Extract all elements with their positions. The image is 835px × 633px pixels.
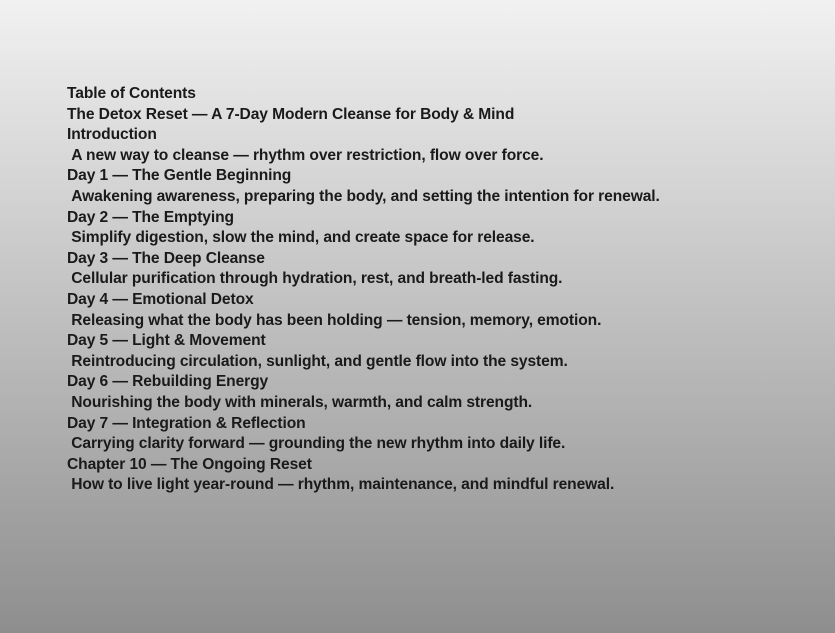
toc-entry-heading: Introduction [67,126,157,144]
toc-entry-heading: Day 1 — The Gentle Beginning [67,167,292,185]
toc-entry-description: Reintroducing circulation, sunlight, and gentle flow into the system. [67,352,568,370]
toc-entry-description: A new way to cleanse — rhythm over restriction, flow over force. [67,146,544,164]
table-of-contents [67,84,799,496]
toc-entry-description: Nourishing the body with minerals, warmth, and calm strength. [67,393,533,411]
toc-entry-heading: Day 7 — Integration & Reflection [67,414,306,432]
toc-entry-description: Carrying clarity forward — grounding the new rhythm into daily life. [67,435,566,453]
book-title: The Detox Reset — A 7-Day Modern Cleanse for Body & Mind [67,105,515,123]
toc-entry-heading: Day 3 — The Deep Cleanse [67,249,265,267]
toc-entry-description: How to live light year-round — rhythm, maintenance, and mindful renewal. [67,476,615,494]
toc-entry-heading: Day 4 — Emotional Detox [67,290,254,308]
toc-entry-heading: Day 2 — The Emptying [67,208,234,226]
toc-entry-heading: Day 6 — Rebuilding Energy [67,373,269,391]
toc-entry-heading: Day 5 — Light & Movement [67,332,266,350]
toc-entry-description: Simplify digestion, slow the mind, and create space for release. [67,229,535,247]
toc-title: Table of Contents [67,85,196,102]
toc-entry-heading: Chapter 10 — The Ongoing Reset [67,455,312,473]
toc-entry-description: Awakening awareness, preparing the body, and setting the intention for renewal. [67,187,660,205]
toc-entry-description: Cellular purification through hydration, rest, and breath-led fasting. [67,270,563,288]
toc-entry-description: Releasing what the body has been holding — tension, memory, emotion. [67,311,602,329]
